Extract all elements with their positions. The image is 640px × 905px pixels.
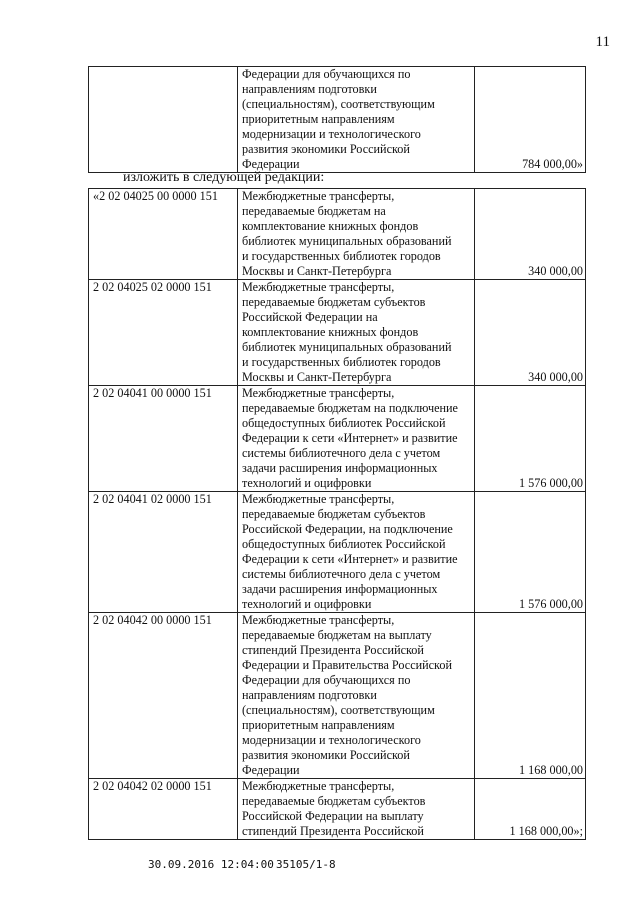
description-line: передаваемые бюджетам субъектов	[242, 507, 426, 521]
footer-date: 30.09.2016 12:04:00	[148, 858, 274, 871]
amount-cell: 340 000,00	[475, 280, 586, 386]
description-line: направлениям подготовки	[242, 688, 377, 702]
description-line: и государственных библиотек городов	[242, 355, 441, 369]
description-line: Российской Федерации на	[242, 310, 378, 324]
description-line: системы библиотечного дела с учетом	[242, 446, 441, 460]
budget-table	[88, 188, 586, 840]
table-row	[89, 280, 586, 386]
description-cell	[238, 613, 475, 779]
page-number: 11	[595, 34, 610, 50]
description-line: Федерации к сети «Интернет» и развитие	[242, 431, 458, 445]
table-row	[89, 386, 586, 492]
description-line: библиотек муниципальных образований	[242, 234, 452, 248]
description-line: Москвы и Санкт-Петербурга	[242, 264, 392, 278]
description-line: Российской Федерации, на подключение	[242, 522, 453, 536]
description-line: передаваемые бюджетам на подключение	[242, 401, 458, 415]
description-line: передаваемые бюджетам субъектов	[242, 295, 426, 309]
budget-code-cell: 2 02 04041 02 0000 151	[89, 492, 238, 613]
description-line: передаваемые бюджетам на выплату	[242, 628, 432, 642]
description-line: комплектование книжных фондов	[242, 325, 419, 339]
description-cell	[238, 779, 475, 840]
description-cell	[238, 67, 475, 173]
amount-cell: 1 576 000,00	[475, 386, 586, 492]
description-line: Федерации к сети «Интернет» и развитие	[242, 552, 458, 566]
description-line: (специальностям), соответствующим	[242, 703, 435, 717]
description-line: Москвы и Санкт-Петербурга	[242, 370, 392, 384]
amount-cell: 784 000,00»	[475, 67, 586, 173]
description-line: передаваемые бюджетам субъектов	[242, 794, 426, 808]
description-line: Межбюджетные трансферты,	[242, 386, 395, 400]
description-line: приоритетным направлениям	[242, 112, 395, 126]
description-line: библиотек муниципальных образований	[242, 340, 452, 354]
budget-code-cell: 2 02 04025 02 0000 151	[89, 280, 238, 386]
description-line: направлениям подготовки	[242, 82, 377, 96]
description-line: задачи расширения информационных	[242, 582, 438, 596]
budget-code-cell: «2 02 04025 00 0000 151	[89, 189, 238, 280]
description-line: Федерации	[242, 157, 300, 171]
description-line: стипендий Президента Российской	[242, 824, 424, 838]
description-line: Федерации для обучающихся по	[242, 673, 411, 687]
description-line: развития экономики Российской	[242, 748, 410, 762]
description-line: Межбюджетные трансферты,	[242, 189, 395, 203]
amount-cell: 1 576 000,00	[475, 492, 586, 613]
table-row	[89, 67, 586, 173]
description-cell	[238, 492, 475, 613]
table-row	[89, 613, 586, 779]
description-cell	[238, 189, 475, 280]
budget-code-cell	[89, 67, 238, 173]
description-line: Межбюджетные трансферты,	[242, 280, 395, 294]
description-line: модернизации и технологического	[242, 127, 421, 141]
description-line: комплектование книжных фондов	[242, 219, 419, 233]
description-line: приоритетным направлениям	[242, 718, 395, 732]
description-line: общедоступных библиотек Российской	[242, 416, 446, 430]
description-line: технологий и оцифровки	[242, 476, 372, 490]
amount-cell: 340 000,00	[475, 189, 586, 280]
budget-code-cell: 2 02 04042 02 0000 151	[89, 779, 238, 840]
amount-cell: 1 168 000,00	[475, 613, 586, 779]
description-line: модернизации и технологического	[242, 733, 421, 747]
description-line: Межбюджетные трансферты,	[242, 492, 395, 506]
intro-text: изложить в следующей редакции:	[123, 170, 325, 185]
table-row	[89, 189, 586, 280]
table-row	[89, 492, 586, 613]
description-line: Межбюджетные трансферты,	[242, 779, 395, 793]
description-line: технологий и оцифровки	[242, 597, 372, 611]
description-line: системы библиотечного дела с учетом	[242, 567, 441, 581]
description-line: Межбюджетные трансферты,	[242, 613, 395, 627]
top-table	[88, 66, 586, 173]
description-line: передаваемые бюджетам на	[242, 204, 386, 218]
budget-code-cell: 2 02 04042 00 0000 151	[89, 613, 238, 779]
description-cell	[238, 386, 475, 492]
description-line: развития экономики Российской	[242, 142, 410, 156]
description-line: Федерации	[242, 763, 300, 777]
description-line: (специальностям), соответствующим	[242, 97, 435, 111]
description-line: стипендий Президента Российской	[242, 643, 424, 657]
footer-code: 35105/1-8	[276, 858, 336, 871]
description-line: Федерации для обучающихся по	[242, 67, 411, 81]
table-row	[89, 779, 586, 840]
description-line: Российской Федерации на выплату	[242, 809, 424, 823]
description-line: Федерации и Правительства Российской	[242, 658, 452, 672]
description-cell	[238, 280, 475, 386]
description-line: и государственных библиотек городов	[242, 249, 441, 263]
budget-code-cell: 2 02 04041 00 0000 151	[89, 386, 238, 492]
description-line: общедоступных библиотек Российской	[242, 537, 446, 551]
description-line: задачи расширения информационных	[242, 461, 438, 475]
amount-cell: 1 168 000,00»;	[475, 779, 586, 840]
